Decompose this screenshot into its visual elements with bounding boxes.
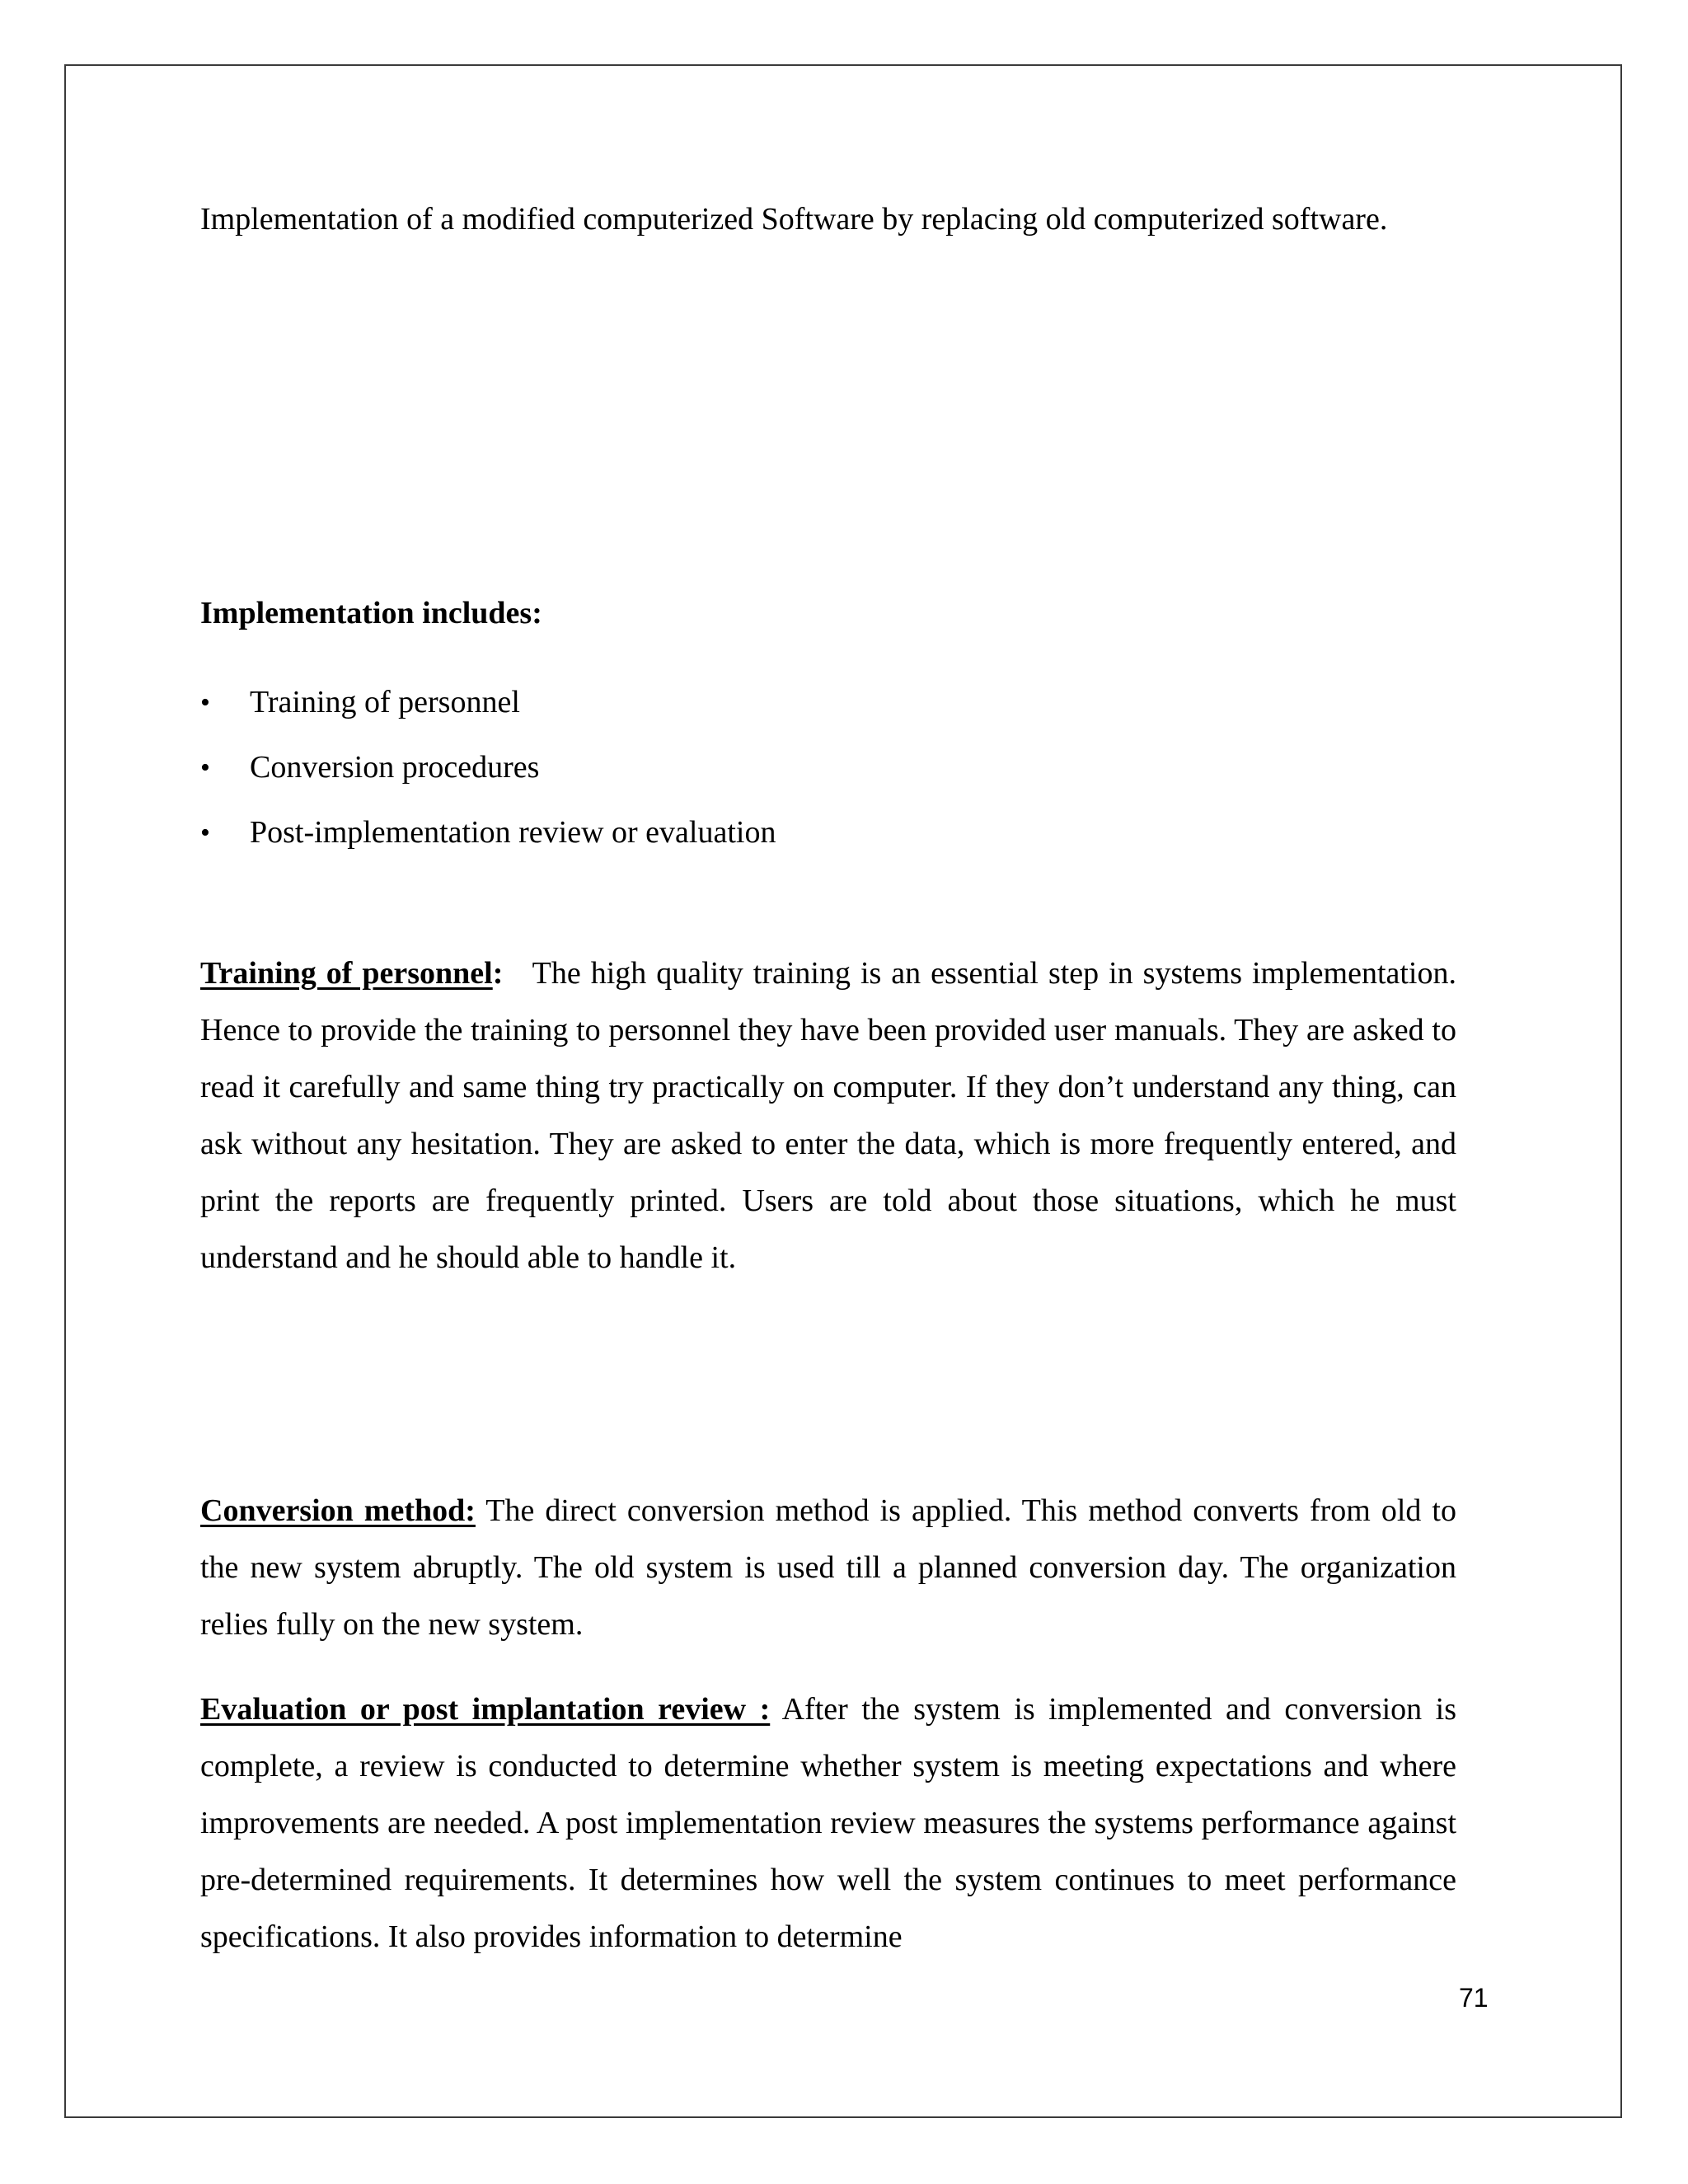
conversion-paragraph bbox=[200, 1483, 1456, 1653]
conversion-lead: Conversion method: bbox=[200, 1493, 476, 1528]
training-body: The high quality training is an essential step in systems implementation. Hence to provide the training to personnel they have been provided user manuals. They are asked to read it carefully and same thing try practically on computer. If they don’t understand any thing, can ask without any hesitation. They are asked to enter the data, which is more frequently entered, and print the reports are frequently printed. Users are told about those situations, which he must understand and he should able to handle it. bbox=[200, 956, 1456, 1275]
evaluation-paragraph bbox=[200, 1681, 1456, 1966]
bullet-icon: • bbox=[200, 818, 210, 848]
conversion-body: The direct conversion method is applied. This method converts from old to the new system abruptly. The old system is used till a planned conversion day. The organization relies fully on the new system. bbox=[200, 1493, 1456, 1642]
training-paragraph bbox=[200, 945, 1456, 1286]
bullet-icon: • bbox=[200, 687, 210, 718]
list-item bbox=[200, 739, 1456, 804]
includes-list bbox=[200, 674, 1456, 869]
bullet-icon: • bbox=[200, 752, 210, 783]
list-item-label: Post-implementation review or evaluation bbox=[250, 815, 776, 850]
training-lead: Training of personnel bbox=[200, 956, 493, 991]
training-colon: : bbox=[492, 956, 504, 991]
evaluation-lead: Evaluation or post implantation review : bbox=[200, 1692, 771, 1727]
list-item bbox=[200, 674, 1456, 739]
evaluation-body: After the system is implemented and conversion is complete, a review is conducted to determine whether system is meeting expectations and where improvements are needed. A post implementation review measures the systems performance against pre-determined requirements. It determines how well the system continues to meet performance specifications. It also provides information to determine bbox=[200, 1692, 1456, 1954]
page-number: 71 bbox=[1459, 1983, 1489, 2013]
intro-paragraph: Implementation of a modified computerized Software by replacing old computerized software. bbox=[200, 202, 1388, 237]
list-item-label: Conversion procedures bbox=[250, 750, 540, 785]
list-item bbox=[200, 804, 1456, 869]
list-item-label: Training of personnel bbox=[250, 685, 520, 719]
includes-heading: Implementation includes: bbox=[200, 596, 542, 630]
